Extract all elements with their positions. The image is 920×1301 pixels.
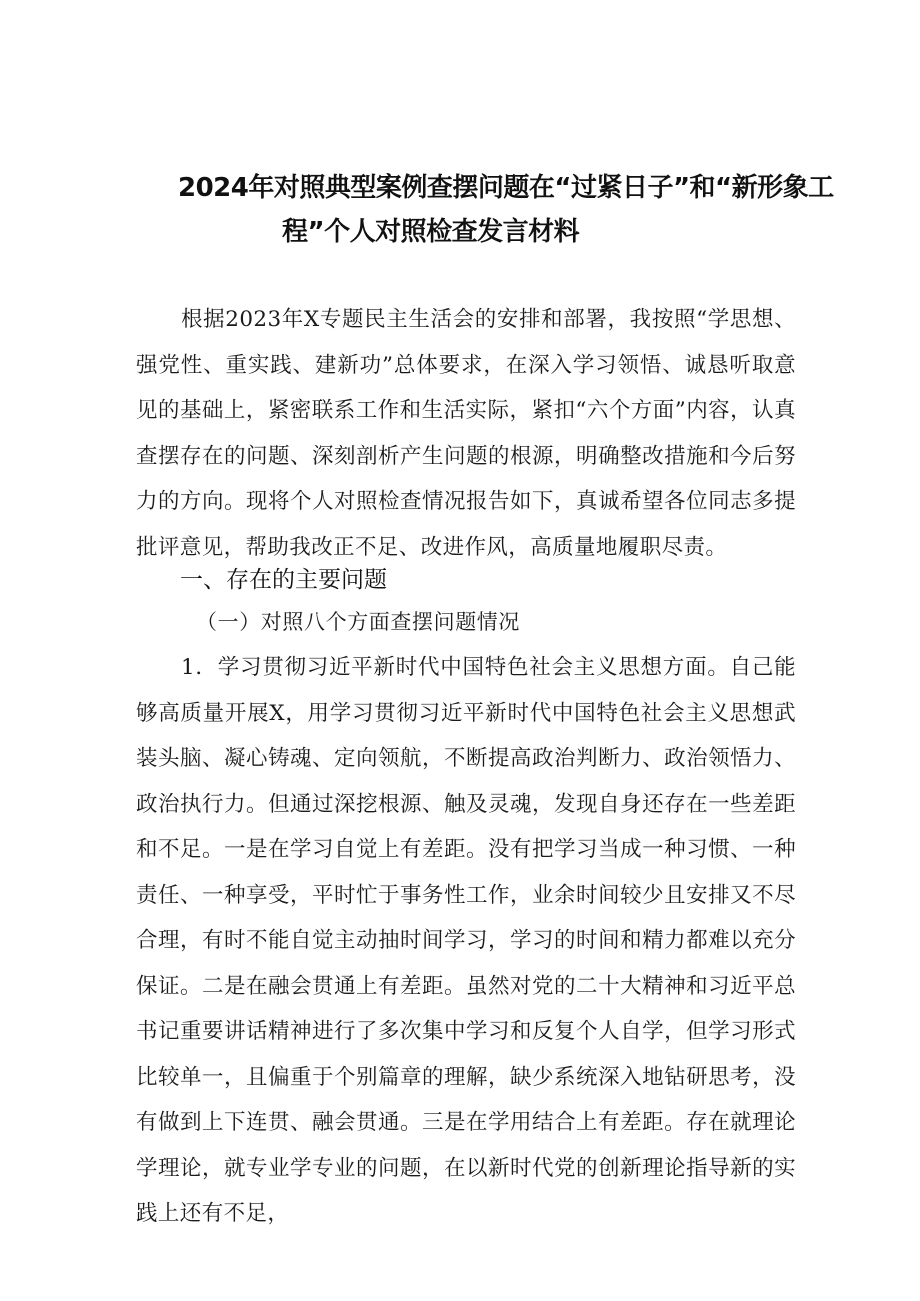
subsection-heading-eight-aspects: （一）对照八个方面查摆问题情况 <box>196 610 520 634</box>
intro-paragraph: 根据2023年X专题民主生活会的安排和部署，我按照“学思想、强党性、重实践、建新功”总体要求，在深入学习领悟、诚恳听取意见的基础上，紧密联系工作和生活实际，紧扣“六个方面”内容，认真查摆存在的问题、深刻剖析产生问题的根源，明确整改措施和今后努力的方向。现将个人对照检查情况报告如下，真诚希望各位同志多提批评意见，帮助我改正不足、改进作风，高质量地履职尽责。 <box>136 307 796 560</box>
item-section <box>136 645 796 1237</box>
document-title-line-2: 程”个人对照检查发言材料 <box>282 217 580 247</box>
intro-section <box>136 297 796 570</box>
item1-paragraph: 1．学习贯彻习近平新时代中国特色社会主义思想方面。自己能够高质量开展X，用学习贯彻习近平新时代中国特色社会主义思想武装头脑、凝心铸魂、定向领航，不断提高政治判断力、政治领悟力、政治执行力。但通过深挖根源、触及灵魂，发现自身还存在一些差距和不足。一是在学习自觉上有差距。没有把学习当成一种习惯、一种责任、一种享受，平时忙于事务性工作，业余时间较少且安排又不尽合理，有时不能自觉主动抽时间学习，学习的时间和精力都难以充分保证。二是在融会贯通上有差距。虽然对党的二十大精神和习近平总书记重要讲话精神进行了多次集中学习和反复个人自学，但学习形式比较单一，且偏重于个别篇章的理解，缺少系统深入地钻研思考，没有做到上下连贯、融会贯通。三是在学用结合上有差距。存在就理论学理论，就专业学专业的问题，在以新时代党的创新理论指导新的实践上还有不足， <box>136 655 796 1226</box>
section-heading-main-problems: 一、存在的主要问题 <box>180 567 387 593</box>
document-title-line-1: 2024年对照典型案例查摆问题在“过紧日子”和“新形象工 <box>178 173 834 203</box>
